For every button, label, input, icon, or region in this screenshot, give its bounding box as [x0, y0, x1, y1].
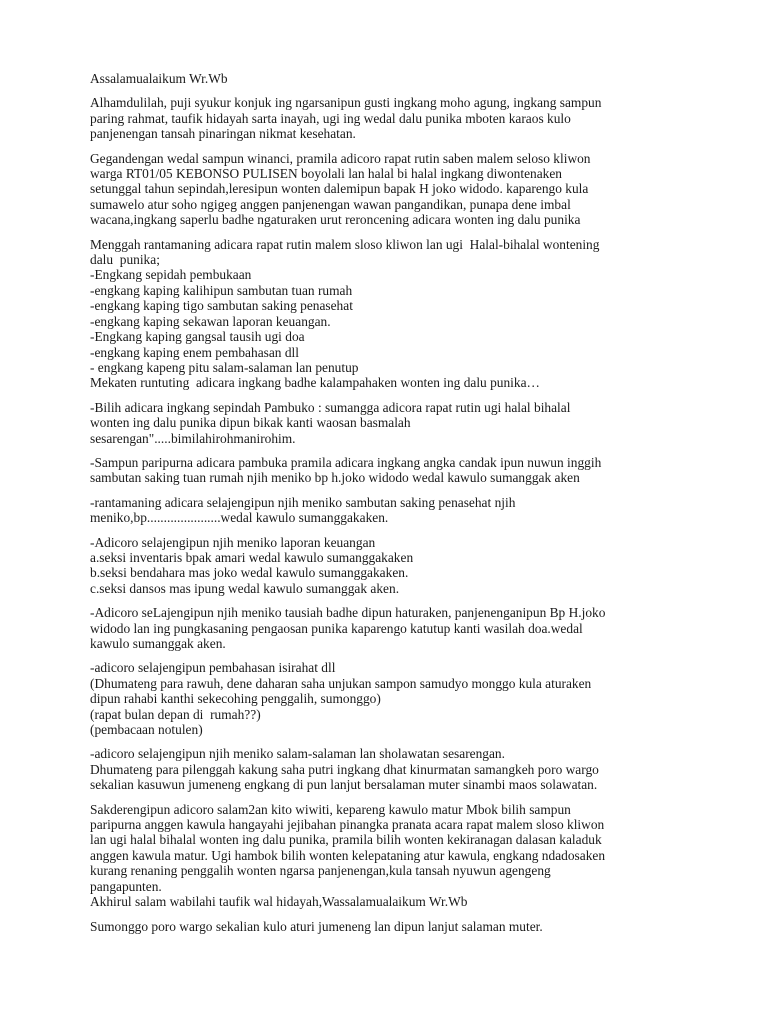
paragraph: [90, 802, 750, 910]
text-line: sekalian kasuwun jumeneng engkang di pun lanjut bersalaman muter sinambi maos solawatan.: [90, 777, 598, 793]
text-line: a.seksi inventaris bpak amari wedal kawulo sumanggakaken: [90, 549, 414, 565]
text-line: (pembacaan notulen): [90, 722, 203, 738]
text-line: meniko,bp......................wedal kawulo sumanggakaken.: [90, 510, 389, 526]
paragraph: [90, 919, 750, 934]
text-line: (rapat bulan depan di rumah??): [90, 706, 261, 722]
text-line: -Engkang kaping gangsal tausih ugi doa: [90, 329, 305, 345]
paragraph: [90, 455, 750, 486]
paragraph: [90, 495, 750, 526]
paragraph: [90, 237, 750, 391]
text-line: Menggah rantamaning adicara rapat rutin malem sloso kliwon lan ugi Halal-bihalal wontening: [90, 236, 600, 252]
paragraph: [90, 95, 750, 141]
text-line: dipun rahabi kanthi sekecohing penggalih, sumonggo): [90, 691, 381, 707]
text-line: anggen kawula matur. Ugi hambok bilih wonten kelepataning atur kawula, engkang ndadosaken: [90, 847, 606, 863]
text-line: -engkang kaping tigo sambutan saking penasehat: [90, 298, 353, 314]
text-line: -Adicoro selajengipun njih meniko laporan keuangan: [90, 534, 376, 550]
text-line: dalu punika;: [90, 252, 160, 268]
text-line: sesarengan".....bimilahirohmanirohim.: [90, 430, 296, 446]
text-line: pangapunten.: [90, 878, 162, 894]
paragraph: [90, 400, 750, 446]
text-line: setunggal tahun sepindah,leresipun wonten dalemipun bapak H joko widodo. kaparengo kula: [90, 181, 589, 197]
text-line: -Adicoro seLajengipun njih meniko tausiah badhe dipun haturaken, panjenenganipun Bp H.joko: [90, 605, 606, 621]
text-line: Sakderengipun adicoro salam2an kito wiwiti, kepareng kawulo matur Mbok bilih sampun: [90, 801, 571, 817]
text-line: sumawelo atur soho ngigeg anggen panjenengan wawan pangandikan, punapa dene imbal: [90, 196, 571, 212]
text-line: sambutan saking tuan rumah njih meniko bp h.joko widodo wedal kawulo sumanggak aken: [90, 470, 580, 486]
paragraph: [90, 660, 750, 737]
paragraph: [90, 746, 750, 792]
paragraph: [90, 535, 750, 597]
text-line: paripurna anggen kawula hangayahi jejibahan pinangka pranata acara rapat malem sloso kliwon: [90, 817, 605, 833]
text-line: -Engkang sepidah pembukaan: [90, 267, 252, 283]
text-line: -engkang kaping enem pembahasan dll: [90, 344, 299, 360]
text-line: paring rahmat, taufik hidayah sarta inayah, ugi ing wedal dalu punika mboten karaos kulo: [90, 110, 571, 126]
text-line: kawulo sumanggak aken.: [90, 636, 226, 651]
text-line: Dhumateng para pilenggah kakung saha putri ingkang dhat kinurmatan samangkeh poro wargo: [90, 761, 599, 777]
paragraph: [90, 71, 750, 86]
text-line: wonten ing dalu punika dipun bikak kanti waosan basmalah: [90, 415, 411, 431]
text-line: -engkang kaping sekawan laporan keuangan.: [90, 313, 331, 329]
document-page: [90, 71, 750, 943]
text-line: wacana,ingkang saperlu badhe ngaturaken urut reroncening adicara wonten ing dalu punika: [90, 212, 581, 228]
paragraph: [90, 151, 750, 228]
text-line: c.seksi dansos mas ipung wedal kawulo sumanggak aken.: [90, 580, 400, 596]
text-line: -engkang kaping kalihipun sambutan tuan rumah: [90, 282, 353, 298]
text-line: Akhirul salam wabilahi taufik wal hidayah,Wassalamualaikum Wr.Wb: [90, 894, 468, 910]
text-line: -rantamaning adicara selajengipun njih meniko sambutan saking penasehat njih: [90, 494, 516, 510]
text-line: Sumonggo poro wargo sekalian kulo aturi jumeneng lan dipun lanjut salaman muter.: [90, 918, 543, 934]
text-line: panjenengan tansah pinaringan nikmat kesehatan.: [90, 126, 356, 142]
text-line: kurang renaning penggalih wonten ngarsa panjenengan,kula tansah nyuwun agengeng: [90, 863, 551, 879]
text-line: (Dhumateng para rawuh, dene daharan saha unjukan sampon samudyo monggo kula aturaken: [90, 675, 592, 691]
text-line: widodo lan ing pungkasaning pengaosan punika kaparengo katutup kanti wasilah doa.wedal: [90, 620, 583, 636]
text-line: Gegandengan wedal sampun winanci, pramila adicoro rapat rutin saben malem seloso kliwon: [90, 150, 591, 166]
text-line: Mekaten runtuting adicara ingkang badhe kalampahaken wonten ing dalu punika…: [90, 375, 540, 391]
text-line: -Bilih adicara ingkang sepindah Pambuko : sumangga adicora rapat rutin ugi halal bihalal: [90, 399, 571, 415]
text-line: -adicoro selajengipun pembahasan isirahat dll: [90, 660, 336, 676]
paragraph: [90, 605, 750, 651]
text-line: warga RT01/05 KEBONSO PULISEN boyolali lan halal bi halal ingkang diwontenaken: [90, 166, 563, 182]
text-line: -Sampun paripurna adicara pambuka pramila adicara ingkang angka candak ipun nuwun inggih: [90, 454, 602, 470]
text-line: b.seksi bendahara mas joko wedal kawulo sumanggakaken.: [90, 565, 409, 581]
text-line: lan ugi halal bihalal wonten ing dalu punika, pramila bilih wonten kekiranagan dalasan kaladuk: [90, 832, 602, 848]
text-line: Assalamualaikum Wr.Wb: [90, 71, 228, 86]
text-line: -adicoro selajengipun njih meniko salam-salaman lan sholawatan sesarengan.: [90, 746, 505, 762]
text-line: Alhamdulilah, puji syukur konjuk ing ngarsanipun gusti ingkang moho agung, ingkang sampun: [90, 95, 602, 111]
text-line: - engkang kapeng pitu salam-salaman lan penutup: [90, 359, 359, 375]
